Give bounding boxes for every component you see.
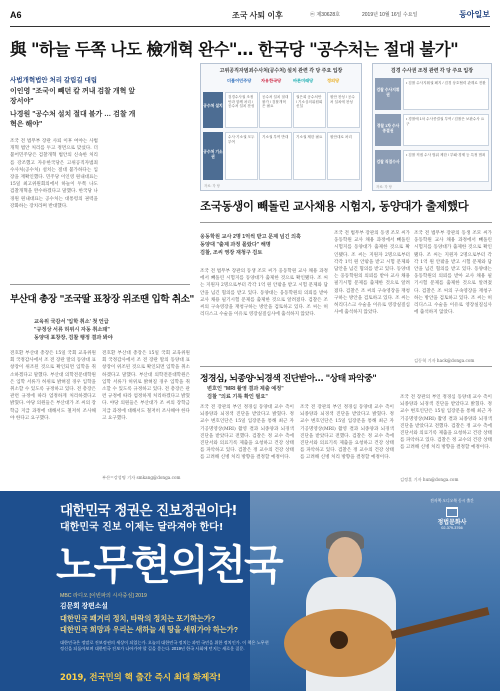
graphic1-row-label-1: 공수처 설치 [203, 92, 223, 128]
party-logo-justice: 정의당 [327, 78, 340, 83]
story3-byline: 부산=강성명 기자 smkang@donga.com [102, 475, 181, 480]
story2-sub-3: 검찰, 조씨 영장 재청구 검토 [200, 250, 263, 256]
story2-body-col1: 조국 전 법무부 장관의 동생 조모 씨가 웅동학원 교사 채용 과정에서 빼돌린 시험지를 동양대가 출제한 것으로 확인됐다. 조 씨는 지원자 2명으로부터 각각 1억 원 안팎을 받고 시험 문제와 답안을 넘긴 혐의를 받고 있다. 동양대는 웅동학원의 의뢰를 받아 교사 채용 필기시험 문제를 출제한 것으로 알려졌다. 검찰은 조 씨의 구속영장을 재청구하는 방안을 검토하고 있다. 조 씨는 허리디스크 수술을 이유로 영장실질심사에 출석하지 않았다. [200, 269, 328, 318]
graphic1-row-label-2: 공수처 기소권 [203, 132, 223, 180]
ad-pub-note: MBC 라디오 [이빈파의 시사중심] 2019 [60, 593, 147, 599]
graphic1-cell: 공수처 설치 절대 불가 / 검찰개혁은 필요 [259, 92, 292, 128]
lede-subheadline-1: 이인영 "조국이 빼던 칼 꺼내 검찰 개혁 앞장서야" [10, 88, 136, 105]
story4-headline: 정경심, 뇌종양·뇌경색 진단받아… "상태 파악중" [200, 374, 377, 384]
ad-description: 대한민국은 정말로 진보정권의 세상이 되었는가. 오늘의 대한민국 정치는 과연 국민을 위한 정치인가. 이 책은 노무현 정신을 되돌아보며 대한민국 진보가 나아가야 할 길을 묻는다. 2019년 한국 사회에 던지는 새로운 질문. [60, 640, 269, 652]
section-title: 조국 사퇴 이후 [232, 11, 283, 20]
story2-headline: 조국동생이 빼돌린 교사채용 시험지, 동양대가 출제했다 [200, 199, 469, 213]
story2-body-col3: 조국 전 법무부 장관의 동생 조모 씨가 웅동학원 교사 채용 과정에서 빼돌린 시험지를 동양대가 출제한 것으로 확인됐다. 조 씨는 지원자 2명으로부터 각각 1억 원 안팎을 받고 시험 문제와 답안을 넘긴 혐의를 받고 있다. 동양대는 웅동학원의 의뢰를 받아 교사 채용 필기시험 문제를 출제한 것으로 알려졌다. 검찰은 조 씨의 구속영장을 재청구하는 방안을 검토하고 있다. 조 씨는 허리디스크 수술을 이유로 영장실질심사에 출석하지 않았다. [414, 231, 492, 316]
graphic2-cell: • 검찰 직접 수사 범위 제한 / 부패·경제 등 특정 범죄 [403, 150, 489, 182]
story3-body-col1: 전호환 부산대 총장은 15일 국회 교육위원회 국정감사에서 조 전 장관 딸의 동양대 표창장이 위조된 것으로 확인되면 입학을 취소하겠다고 말했다. 부산대 의학전문대학원은 입학 서류가 허위로 밝혀질 경우 입학을 취소할 수 있도록 규정하고 있다. 전 총장은 관련 규정에 따라 엄정하게 처리하겠다고 밝혔다. 야당 의원들은 부산대가 조 씨의 장학금 지급 과정에 대해서도 철저히 조사해야 한다고 요구했다. [10, 351, 96, 421]
page-number: A6 [10, 10, 22, 20]
story3-sub-3: 동양대 표창장, 검찰 행정 결과 봐야 [34, 335, 113, 342]
issue-date: 2019년 10월 16일 수요일 [362, 12, 418, 18]
story2-sub-1: 웅동학원 교사 2명 1억씩 받고 문제 넘긴 의혹 [200, 234, 302, 240]
main-headline: 與 "하늘 두쪽 나도 檢개혁 완수"… 한국당 "공수처는 절대 불가" [10, 40, 459, 59]
party-logo-bareun: 바른미래당 [293, 78, 314, 83]
graphic1-cell: 원안대로 처리 [327, 132, 360, 180]
ad-question-2: 대한민국 희망과 우리는 새하늘 새 땅을 세워가야 하는가? [60, 625, 239, 634]
ad-publisher-badge [416, 499, 488, 531]
newspaper-brand: 동아일보 [459, 10, 490, 19]
story2-rule [200, 222, 492, 223]
story4-body-col2: 조국 전 장관의 부인 정경심 동양대 교수 측이 뇌종양과 뇌경색 진단을 받았다고 밝혔다. 정 교수 변호인단은 15일 입장문을 통해 최근 자기공명영상(MRI) 촬영 결과 뇌종양과 뇌경색 진단을 받았다고 전했다. 검찰은 정 교수 측에 진단서와 의료기록 제출을 요청하고 건강 상태를 파악하고 있다. 검찰은 정 교수의 건강 상태를 고려해 신병 처리 방향을 결정할 예정이다. [300, 405, 394, 461]
issue-number: ⓦ 제30628호 [310, 12, 340, 18]
story3-headline: 부산대 총장 "조국딸 표창장 위조땐 입학 취소" [10, 294, 194, 305]
ad-publisher-phone: 02-379-3766 [441, 526, 463, 530]
story4-sub-1: 변호인 "MRI 촬영 결과 제출 예정" [207, 386, 284, 392]
party-position-graphic [200, 63, 362, 191]
police-prosecution-graphic [372, 63, 492, 191]
story3-body-col2: 전호환 부산대 총장은 15일 국회 교육위원회 국정감사에서 조 전 장관 딸의 동양대 표창장이 위조된 것으로 확인되면 입학을 취소하겠다고 말했다. 부산대 의학전문대학원은 입학 서류가 허위로 밝혀질 경우 입학을 취소할 수 있도록 규정하고 있다. 전 총장은 관련 규정에 따라 엄정하게 처리하겠다고 밝혔다. 야당 의원들은 부산대가 조 씨의 장학금 지급 과정에 대해서도 철저히 조사해야 한다고 요구했다. [102, 351, 190, 421]
book-advertisement [0, 491, 500, 691]
story2-subheadlines [200, 233, 330, 257]
story2-body-col2: 조국 전 법무부 장관의 동생 조모 씨가 웅동학원 교사 채용 과정에서 빼돌린 시험지를 동양대가 출제한 것으로 확인됐다. 조 씨는 지원자 2명으로부터 각각 1억 원 안팎을 받고 시험 문제와 답안을 넘긴 혐의를 받고 있다. 동양대는 웅동학원의 의뢰를 받아 교사 채용 필기시험 문제를 출제한 것으로 알려졌다. 검찰은 조 씨의 구속영장을 재청구하는 방안을 검토하고 있다. 조 씨는 허리디스크 수술을 이유로 영장실질심사에 출석하지 않았다. [334, 231, 410, 316]
graphic2-cell: • 경찰에 1차 수사종결권 부여 / 검찰은 보완수사 요구 [403, 114, 489, 146]
page-header [10, 8, 490, 24]
graphic1-cell: 검경수사권 조정안과 함께 처리 / 공수처 설치 찬성 [225, 92, 258, 128]
party-logo-democratic: 더불어민주당 [227, 78, 252, 83]
story4-subheadlines [207, 385, 377, 401]
graphic1-title: 고위공직자범죄수사처(공수처) 설치 관련 각 당 주요 입장 [219, 68, 343, 74]
header-rule [10, 26, 490, 27]
graphic2-source: 자료: 각 당 [376, 185, 392, 189]
book-icon [446, 507, 458, 517]
story4-body-col3: 조국 전 장관의 부인 정경심 동양대 교수 측이 뇌종양과 뇌경색 진단을 받았다고 밝혔다. 정 교수 변호인단은 15일 입장문을 통해 최근 자기공명영상(MRI) 촬영 결과 뇌종양과 뇌경색 진단을 받았다고 전했다. 검찰은 정 교수 측에 진단서와 의료기록 제출을 요청하고 건강 상태를 파악하고 있다. 검찰은 정 교수의 건강 상태를 고려해 신병 처리 방향을 결정할 예정이다. [400, 395, 492, 451]
story3-sub-2: "규정상 서류 허위시 자동 취소돼" [34, 327, 110, 334]
graphic2-title: 검경 수사권 조정 관련 각 당 주요 입장 [390, 68, 474, 74]
graphic2-row-label-1: 검찰 수사지휘권 [375, 78, 401, 110]
story4-body-col1: 조국 전 장관의 부인 정경심 동양대 교수 측이 뇌종양과 뇌경색 진단을 받았다고 밝혔다. 정 교수 변호인단은 15일 입장문을 통해 최근 자기공명영상(MRI) 촬영 결과 뇌종양과 뇌경색 진단을 받았다고 전했다. 검찰은 정 교수 측에 진단서와 의료기록 제출을 요청하고 건강 상태를 파악하고 있다. 검찰은 정 교수의 건강 상태를 고려해 신병 처리 방향을 결정할 예정이다. [200, 405, 294, 461]
graphic1-source: 자료: 각 당 [204, 184, 220, 188]
graphic1-cell: 수사·기소권 모두 부여 [225, 132, 258, 180]
ad-call-to-action: 2019, 전국민의 핵 출간 즉시 최대 화제작! [60, 672, 222, 682]
story3-subheadlines [34, 318, 174, 343]
lede-column [10, 75, 136, 133]
graphic1-cell: 기소권 제한 필요 [293, 132, 326, 180]
graphic1-cell: 원안 찬성 / 공수처 설치에 찬성 [327, 92, 360, 128]
graphic2-row-label-3: 검찰 직접수사 [375, 150, 401, 182]
graphic1-cell: 기소권 부여 반대 [259, 132, 292, 180]
ad-tagline-2: 대한민국 진보 이제는 달라져야 한다! [60, 522, 224, 533]
lede-kicker: 사법개혁법안 처리 갈림길 대립 [10, 77, 98, 84]
ad-badge-text: 전자책·오디오북 동시 출간 [430, 499, 474, 503]
story4-byline: 김정훈 기자 hun@donga.com [400, 477, 459, 482]
story2-sub-2: 동양대 "출제 과정 몰랐다" 해명 [200, 242, 271, 248]
ad-tagline-1: 대한민국 정권은 진보정권이다! [60, 503, 238, 519]
graphic2-row-label-2: 경찰 1차 수사종결권 [375, 114, 401, 146]
lede-subheadline-2: 나경원 "공수처 설치 절대 불가 … 검찰 개혁은 해야" [10, 111, 136, 128]
story4-rule [200, 366, 492, 367]
lede-body: 조국 전 법무부 장관 사퇴 이후 여야는 사법개혁 법안 처리를 두고 정면으로 맞섰다. 더불어민주당은 검찰개혁 법안의 신속한 처리를 강조했고 자유한국당은 고위공직자범죄수사처(공수처) 설치는 절대 불가하다는 입장을 재확인했다. 민주당 이인영 원내대표는 15일 최고위원회의에서 하늘이 두쪽 나도 검찰개혁을 완수하겠다고 말했다. 한국당 나경원 원내대표는 공수처는 대통령의 권력을 강화하는 장치라며 반대했다. [10, 139, 98, 209]
left-column-divider [10, 284, 190, 285]
ad-publisher-name: 정법문화사 [437, 520, 467, 526]
graphic2-cell: • 검찰 수사지휘권 폐지 / 검경 상호협력 관계로 전환 [403, 78, 489, 110]
graphic1-cell: 권은희 공수처안 / 기소심의위원회 신설 [293, 92, 326, 128]
ad-question-1: 대한민국 패거리 정치, 타락의 정치는 포기하는가? [60, 614, 216, 623]
story2-byline: 김동혁 기자 hack@donga.com [414, 358, 475, 363]
ad-book-title: 노무현의천국 [56, 541, 282, 589]
story4-sub-2: 검찰 "의료 기록 확인 필요" [207, 394, 268, 400]
story3-sub-1: 교육위 국감서 '입학 취소' 첫 언급 [34, 319, 109, 325]
ad-author: 김문회 장편소설 [60, 603, 108, 610]
party-logo-liberty: 자유한국당 [261, 78, 282, 83]
